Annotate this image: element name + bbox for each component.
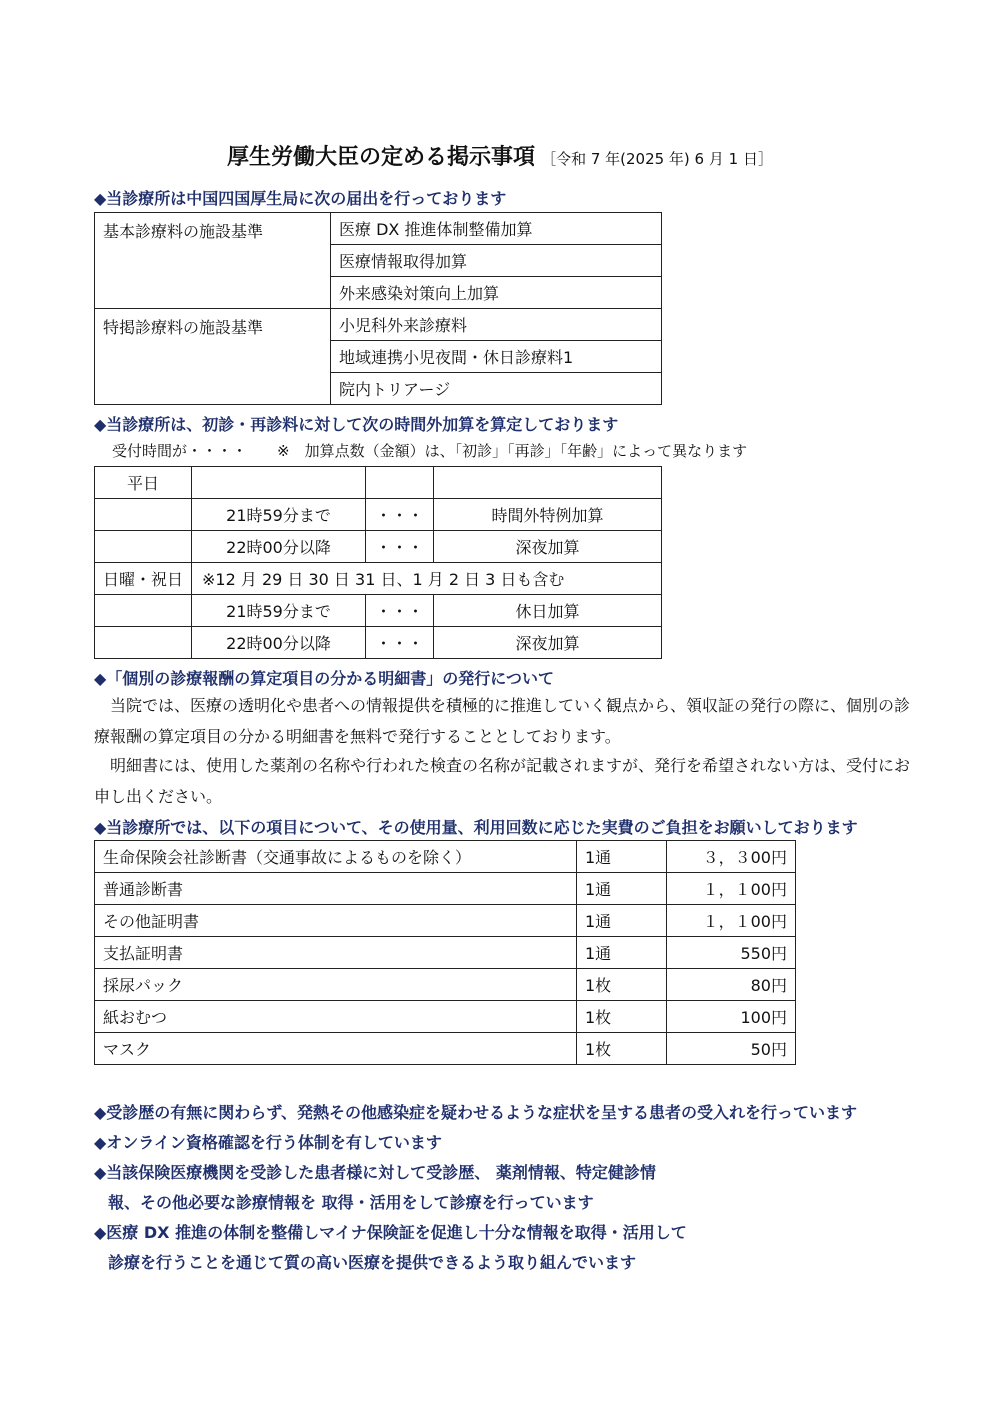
table-row <box>95 841 796 873</box>
dots-cell: ・・・ <box>366 627 434 659</box>
addition-cell: 休日加算 <box>434 595 662 627</box>
standard-item: 医療 DX 推進体制整備加算 <box>331 213 662 245</box>
fee-item: その他証明書 <box>95 905 577 937</box>
fee-unit: 1枚 <box>577 969 667 1001</box>
empty-cell <box>192 467 366 499</box>
fee-price: ３，３00円 <box>667 841 796 873</box>
overtime-addition-table <box>94 466 662 659</box>
fee-price: 100円 <box>667 1001 796 1033</box>
fee-price: １，１00円 <box>667 905 796 937</box>
empty-cell <box>95 595 192 627</box>
holiday-note: ※12 月 29 日 30 日 31 日、1 月 2 日 3 日も含む <box>192 563 662 595</box>
standard-item: 地域連携小児夜間・休日診療料1 <box>331 341 662 373</box>
addition-cell: 時間外特例加算 <box>434 499 662 531</box>
fee-unit: 1枚 <box>577 1033 667 1065</box>
fee-unit: 1通 <box>577 841 667 873</box>
empty-cell <box>95 531 192 563</box>
standard-item: 外来感染対策向上加算 <box>331 277 662 309</box>
weekday-label: 平日 <box>95 467 192 499</box>
page-date: ［令和 7 年(2025 年) 6 月 1 日］ <box>541 150 773 168</box>
statement-paragraph-1: 当院では、医療の透明化や患者への情報提供を積極的に推進していく観点から、領収証の発行の際に、個別の診療報酬の算定項目の分かる明細書を無料で発行することとしております。 <box>94 696 911 746</box>
dots-cell: ・・・ <box>366 595 434 627</box>
empty-cell <box>95 627 192 659</box>
fee-price: 550円 <box>667 937 796 969</box>
fee-table <box>94 840 796 1065</box>
facility-standards-table <box>94 212 662 405</box>
fee-price: 50円 <box>667 1033 796 1065</box>
fee-item: マスク <box>95 1033 577 1065</box>
time-cell: 21時59分まで <box>192 499 366 531</box>
time-cell: 22時00分以降 <box>192 531 366 563</box>
category-cell: 基本診療料の施設基準 <box>95 213 331 309</box>
fee-unit: 1通 <box>577 905 667 937</box>
dots-cell: ・・・ <box>366 499 434 531</box>
fee-item: 普通診断書 <box>95 873 577 905</box>
table-row <box>95 563 662 595</box>
table-row <box>95 627 662 659</box>
fee-unit: 1通 <box>577 937 667 969</box>
empty-cell <box>95 499 192 531</box>
page-title-row <box>0 140 1000 171</box>
table-row <box>95 969 796 1001</box>
table-row <box>95 213 662 245</box>
table-row <box>95 531 662 563</box>
empty-cell <box>366 467 434 499</box>
reception-time-note: 受付時間が・・・・ ※ 加算点数（金額）は、「初診」「再診」「年齢」によって異なります <box>112 442 748 460</box>
section3-heading: ◆「個別の診療報酬の算定項目の分かる明細書」の発行について <box>94 669 554 688</box>
dots-cell: ・・・ <box>366 531 434 563</box>
time-cell: 21時59分まで <box>192 595 366 627</box>
addition-cell: 深夜加算 <box>434 531 662 563</box>
empty-cell <box>434 467 662 499</box>
notice-online-qualification: ◆オンライン資格確認を行う体制を有しています <box>94 1133 442 1152</box>
fee-item: 生命保険会社診断書（交通事故によるものを除く） <box>95 841 577 873</box>
fee-item: 紙おむつ <box>95 1001 577 1033</box>
table-row <box>95 595 662 627</box>
fee-price: １，１00円 <box>667 873 796 905</box>
section4-heading: ◆当診療所では、以下の項目について、その使用量、利用回数に応じた実費のご負担をお願いしております <box>94 818 858 837</box>
fee-item: 支払証明書 <box>95 937 577 969</box>
table-row <box>95 309 662 341</box>
notice-dx-line1: ◆医療 DX 推進の体制を整備しマイナ保険証を促進し十分な情報を取得・活用して <box>94 1223 687 1242</box>
page-title: 厚生労働大臣の定める掲示事項 <box>227 145 536 170</box>
table-row <box>95 937 796 969</box>
table-row <box>95 499 662 531</box>
standard-item: 小児科外来診療料 <box>331 309 662 341</box>
addition-cell: 深夜加算 <box>434 627 662 659</box>
table-row <box>95 1001 796 1033</box>
notice-fever-patients: ◆受診歴の有無に関わらず、発熱その他感染症を疑わせるような症状を呈する患者の受入れを行っています <box>94 1103 858 1122</box>
table-row <box>95 873 796 905</box>
table-row <box>95 467 662 499</box>
notice-dx-line2: 診療を行うことを通じて質の高い医療を提供できるよう取り組んでいます <box>108 1253 637 1272</box>
section1-heading: ◆当診療所は中国四国厚生局に次の届出を行っております <box>94 189 507 208</box>
holiday-label: 日曜・祝日 <box>95 563 192 595</box>
section2-heading: ◆当診療所は、初診・再診料に対して次の時間外加算を算定しております <box>94 415 619 434</box>
fee-price: 80円 <box>667 969 796 1001</box>
fee-unit: 1通 <box>577 873 667 905</box>
fee-unit: 1枚 <box>577 1001 667 1033</box>
notice-medical-info-line2: 報、その他必要な診療情報を 取得・活用をして診療を行っています <box>108 1193 594 1212</box>
table-row <box>95 1033 796 1065</box>
notice-medical-info-line1: ◆当該保険医療機関を受診した患者様に対して受診歴、 薬剤情報、特定健診情 <box>94 1163 656 1182</box>
standard-item: 院内トリアージ <box>331 373 662 405</box>
fee-item: 採尿パック <box>95 969 577 1001</box>
category-cell: 特掲診療料の施設基準 <box>95 309 331 405</box>
statement-paragraph-2: 明細書には、使用した薬剤の名称や行われた検査の名称が記載されますが、発行を希望されない方は、受付にお申し出ください。 <box>94 756 911 806</box>
time-cell: 22時00分以降 <box>192 627 366 659</box>
table-row <box>95 905 796 937</box>
standard-item: 医療情報取得加算 <box>331 245 662 277</box>
